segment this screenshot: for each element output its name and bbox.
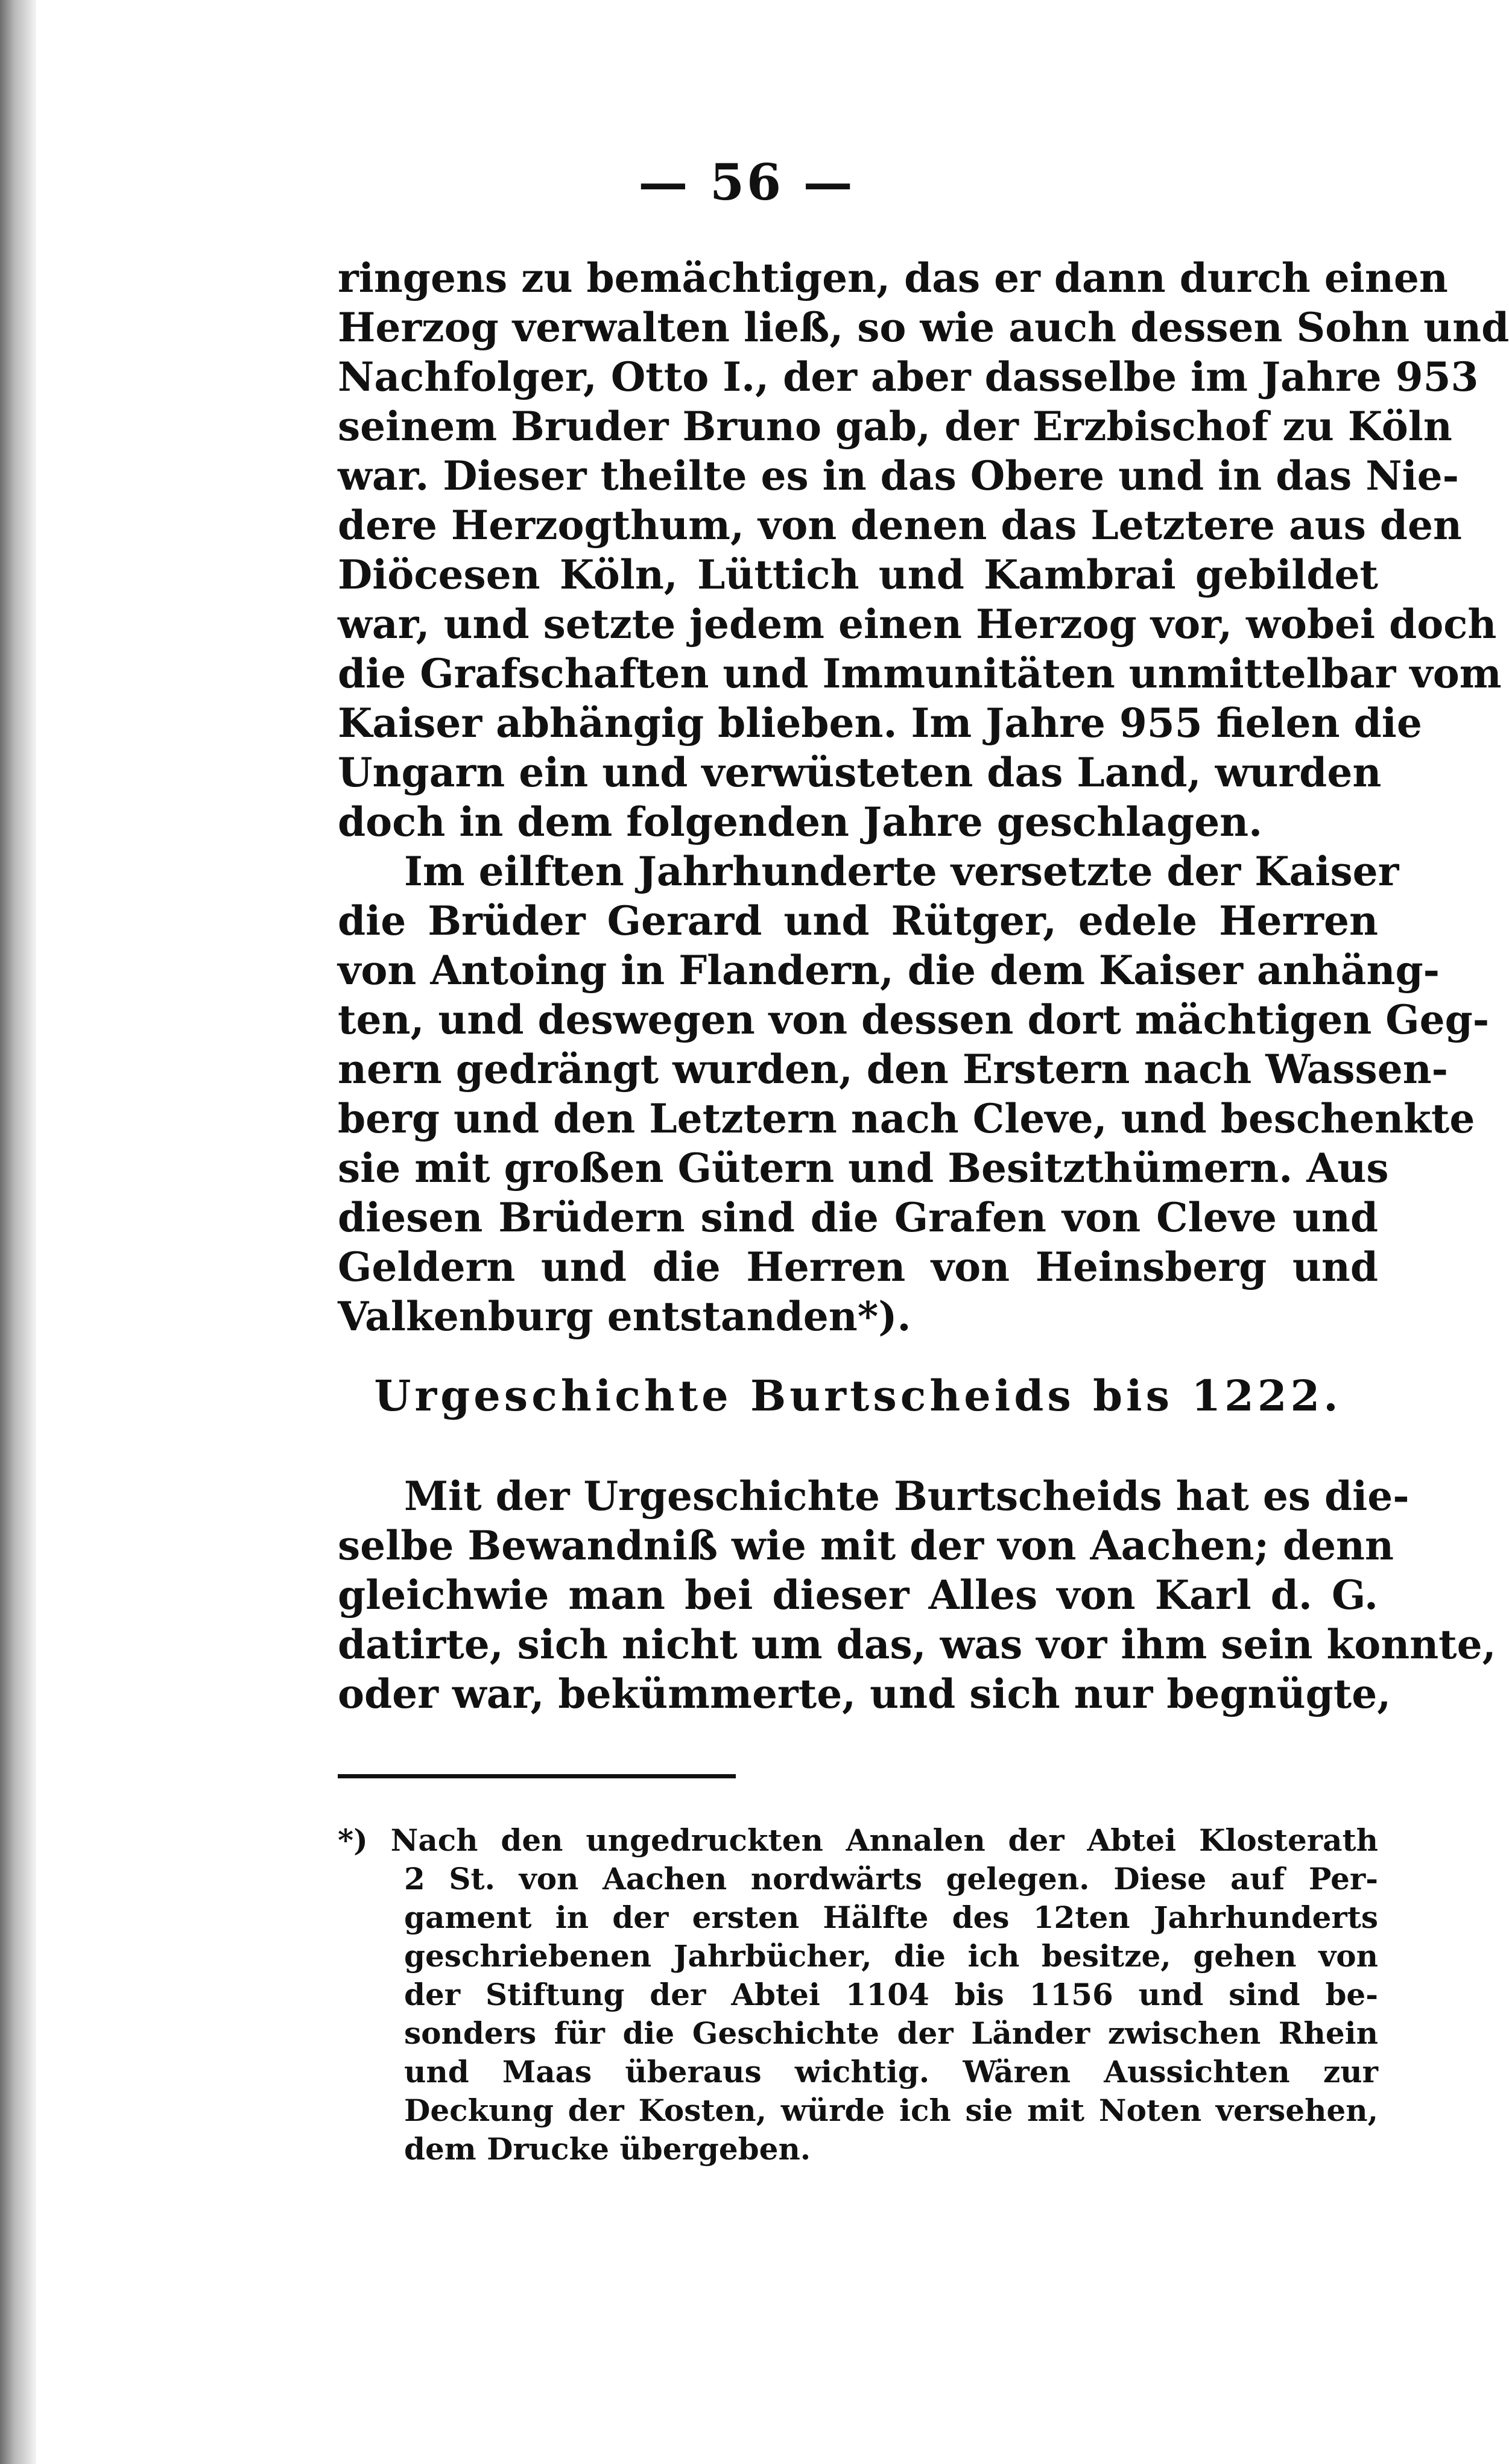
footnote-line: geschriebenen Jahrbücher, die ich besitze, gehen von [404, 1938, 1378, 1974]
binding-gutter-shadow [0, 0, 36, 2464]
text-line: war. Dieser theilte es in das Obere und in das Nie- [338, 452, 1460, 499]
text-line: Im eilften Jahrhunderte versetzte der Kaiser [404, 848, 1399, 895]
footnote-line: sonders für die Geschichte der Länder zwischen Rhein [404, 2015, 1378, 2051]
text-line: seinem Bruder Bruno gab, der Erzbischof zu Köln [338, 403, 1452, 450]
footnote-line: dem Drucke übergeben. [404, 2131, 811, 2167]
text-line: oder war, bekümmerte, und sich nur begnügte, [338, 1670, 1391, 1717]
text-line: Nachfolger, Otto I., der aber dasselbe im Jahre 953 [338, 353, 1479, 400]
footnote-line: gament in der ersten Hälfte des 12ten Jahrhunderts [404, 1900, 1378, 1935]
footnote-line: *) Nach den ungedruckten Annalen der Abtei Klosterath [338, 1822, 1378, 1858]
text-line: war, und setzte jedem einen Herzog vor, wobei doch [338, 601, 1497, 648]
text-line: Diöcesen Köln, Lüttich und Kambrai gebildet [338, 551, 1378, 598]
footnote-block [338, 1821, 1378, 2169]
text-line: Kaiser abhängig blieben. Im Jahre 955 fielen die [338, 700, 1422, 747]
text-line: gleichwie man bei dieser Alles von Karl d. G. [338, 1572, 1378, 1619]
text-line: ringens zu bemächtigen, das er dann durch einen [338, 254, 1448, 302]
text-line: von Antoing in Flandern, die dem Kaiser anhäng- [338, 947, 1440, 994]
text-line: berg und den Letztern nach Cleve, und beschenkte [338, 1095, 1475, 1142]
text-line: doch in dem folgenden Jahre geschlagen. [338, 798, 1263, 845]
section-heading: Urgeschichte Burtscheids bis 1222. [374, 1371, 1342, 1421]
text-line: die Brüder Gerard und Rütger, edele Herren [338, 897, 1378, 944]
page-number: — 56 — [638, 154, 855, 212]
text-line: Valkenburg entstanden*). [338, 1293, 911, 1340]
footnote-line: und Maas überaus wichtig. Wären Aussichten zur [404, 2054, 1378, 2090]
text-line: sie mit großen Gütern und Besitzthümern. Aus [338, 1145, 1389, 1192]
text-line: datirte, sich nicht um das, was vor ihm sein konnte, [338, 1621, 1496, 1668]
text-line: Ungarn ein und verwüsteten das Land, wurden [338, 749, 1382, 796]
footnote-line: 2 St. von Aachen nordwärts gelegen. Diese auf Per- [404, 1861, 1378, 1897]
text-line: Herzog verwalten ließ, so wie auch dessen Sohn und [338, 304, 1509, 351]
text-line: ten, und deswegen von dessen dort mächtigen Geg- [338, 996, 1490, 1043]
footnote-line: Deckung der Kosten, würde ich sie mit Noten versehen, [404, 2093, 1378, 2128]
main-text-block [338, 253, 1509, 1341]
text-line: Mit der Urgeschichte Burtscheids hat es die- [404, 1473, 1409, 1520]
text-line: selbe Bewandniß wie mit der von Aachen; denn [338, 1522, 1394, 1569]
text-line: dere Herzogthum, von denen das Letztere aus den [338, 502, 1462, 549]
text-line: diesen Brüdern sind die Grafen von Cleve und [338, 1194, 1378, 1241]
footnote-divider [338, 1774, 736, 1778]
section-text-block [338, 1471, 1496, 1719]
footnote-line: der Stiftung der Abtei 1104 bis 1156 und sind be- [404, 1977, 1378, 2012]
text-line: die Grafschaften und Immunitäten unmittelbar vom [338, 650, 1502, 697]
text-line: Geldern und die Herren von Heinsberg und [338, 1243, 1378, 1290]
text-line: nern gedrängt wurden, den Erstern nach Wassen- [338, 1046, 1449, 1093]
